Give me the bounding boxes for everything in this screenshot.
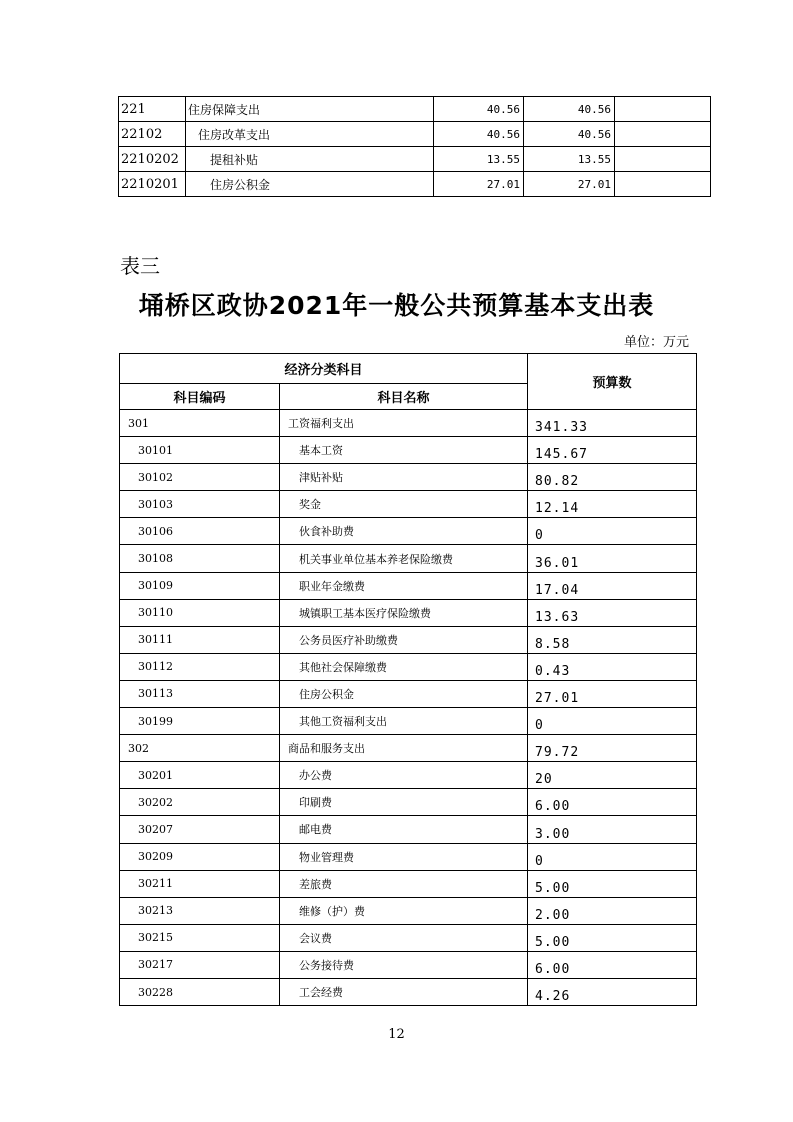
subject-code: 30215 [120,924,280,951]
subject-code: 30211 [120,870,280,897]
budget-value: 2.00 [528,897,697,924]
subject-name: 邮电费 [280,816,528,843]
table-row [120,410,697,437]
budget-value: 341.33 [528,410,697,437]
budget-value: 20 [528,762,697,789]
subject-code: 221 [119,97,186,122]
subject-name: 工会经费 [280,978,528,1005]
amount-cell: 40.56 [434,97,524,122]
budget-value: 8.58 [528,626,697,653]
amount-cell [615,147,711,172]
subject-name: 住房改革支出 [186,122,434,147]
subject-name: 工资福利支出 [280,410,528,437]
amount-cell [615,97,711,122]
table-row [120,437,697,464]
subject-code: 30109 [120,572,280,599]
subject-name: 差旅费 [280,870,528,897]
header-subject-code: 科目编码 [120,384,280,410]
budget-value: 27.01 [528,680,697,707]
subject-name: 住房公积金 [186,172,434,197]
subject-code: 30201 [120,762,280,789]
subject-code: 302 [120,735,280,762]
subject-name: 机关事业单位基本养老保险缴费 [280,545,528,572]
subject-name: 住房保障支出 [186,97,434,122]
budget-value: 6.00 [528,789,697,816]
budget-value: 145.67 [528,437,697,464]
table-row [120,680,697,707]
header-budget-amount: 预算数 [528,354,697,410]
subject-name: 维修（护）费 [280,897,528,924]
table-row [120,653,697,680]
subject-code: 30102 [120,464,280,491]
subject-name: 城镇职工基本医疗保险缴费 [280,599,528,626]
budget-value: 80.82 [528,464,697,491]
subject-name: 伙食补助费 [280,518,528,545]
subject-code: 30207 [120,816,280,843]
subject-code: 30110 [120,599,280,626]
table-row [120,491,697,518]
subject-name: 印刷费 [280,789,528,816]
table-row [120,735,697,762]
subject-name: 津贴补贴 [280,464,528,491]
budget-value: 17.04 [528,572,697,599]
subject-code: 30217 [120,951,280,978]
page-title: 埇桥区政协2021年一般公共预算基本支出表 [138,291,655,320]
budget-value: 0.43 [528,653,697,680]
subject-name: 基本工资 [280,437,528,464]
subject-name: 职业年金缴费 [280,572,528,599]
amount-cell [615,122,711,147]
table-row [120,897,697,924]
subject-code: 30106 [120,518,280,545]
subject-code: 30101 [120,437,280,464]
subject-code: 30113 [120,680,280,707]
table-row [120,843,697,870]
continuation-table-body [119,97,711,197]
table-row [120,708,697,735]
table-row [120,978,697,1005]
amount-cell: 13.55 [434,147,524,172]
budget-value: 0 [528,843,697,870]
subject-name: 其他社会保障缴费 [280,653,528,680]
table-row [119,147,711,172]
subject-code: 2210201 [119,172,186,197]
table-row [120,599,697,626]
subject-code: 30199 [120,708,280,735]
budget-value: 79.72 [528,735,697,762]
table-row [120,816,697,843]
amount-cell: 27.01 [434,172,524,197]
subject-code: 30228 [120,978,280,1005]
table-row [120,464,697,491]
table-row [120,870,697,897]
table-row [120,572,697,599]
continuation-table [118,96,711,197]
table-row [120,518,697,545]
subject-code: 30103 [120,491,280,518]
subject-name: 其他工资福利支出 [280,708,528,735]
subject-code: 30111 [120,626,280,653]
table-row [120,789,697,816]
header-economic-classification: 经济分类科目 [120,354,528,384]
subject-code: 301 [120,410,280,437]
subject-name: 物业管理费 [280,843,528,870]
budget-value: 3.00 [528,816,697,843]
amount-cell [615,172,711,197]
subject-name: 商品和服务支出 [280,735,528,762]
page-number: 12 [388,1027,405,1042]
subject-name: 提租补贴 [186,147,434,172]
amount-cell: 40.56 [434,122,524,147]
table-row [120,545,697,572]
table-row [120,762,697,789]
table-label: 表三 [120,254,160,278]
header-subject-name: 科目名称 [280,384,528,410]
subject-code: 22102 [119,122,186,147]
budget-value: 36.01 [528,545,697,572]
budget-value: 5.00 [528,870,697,897]
amount-cell: 13.55 [524,147,615,172]
budget-table [119,353,697,1006]
subject-code: 30202 [120,789,280,816]
budget-value: 4.26 [528,978,697,1005]
budget-value: 0 [528,518,697,545]
budget-value: 12.14 [528,491,697,518]
amount-cell: 27.01 [524,172,615,197]
budget-table-body [120,410,697,1006]
table-row [119,97,711,122]
budget-value: 5.00 [528,924,697,951]
subject-name: 公务员医疗补助缴费 [280,626,528,653]
table-row [119,172,711,197]
subject-code: 30209 [120,843,280,870]
subject-code: 30108 [120,545,280,572]
subject-code: 30112 [120,653,280,680]
subject-code: 2210202 [119,147,186,172]
subject-name: 奖金 [280,491,528,518]
subject-name: 会议费 [280,924,528,951]
amount-cell: 40.56 [524,122,615,147]
subject-name: 公务接待费 [280,951,528,978]
amount-cell: 40.56 [524,97,615,122]
unit-label: 单位：万元 [623,335,689,350]
budget-value: 6.00 [528,951,697,978]
budget-value: 13.63 [528,599,697,626]
table-row [120,951,697,978]
budget-value: 0 [528,708,697,735]
subject-name: 办公费 [280,762,528,789]
subject-code: 30213 [120,897,280,924]
table-row [119,122,711,147]
table-row [120,924,697,951]
table-row [120,626,697,653]
subject-name: 住房公积金 [280,680,528,707]
